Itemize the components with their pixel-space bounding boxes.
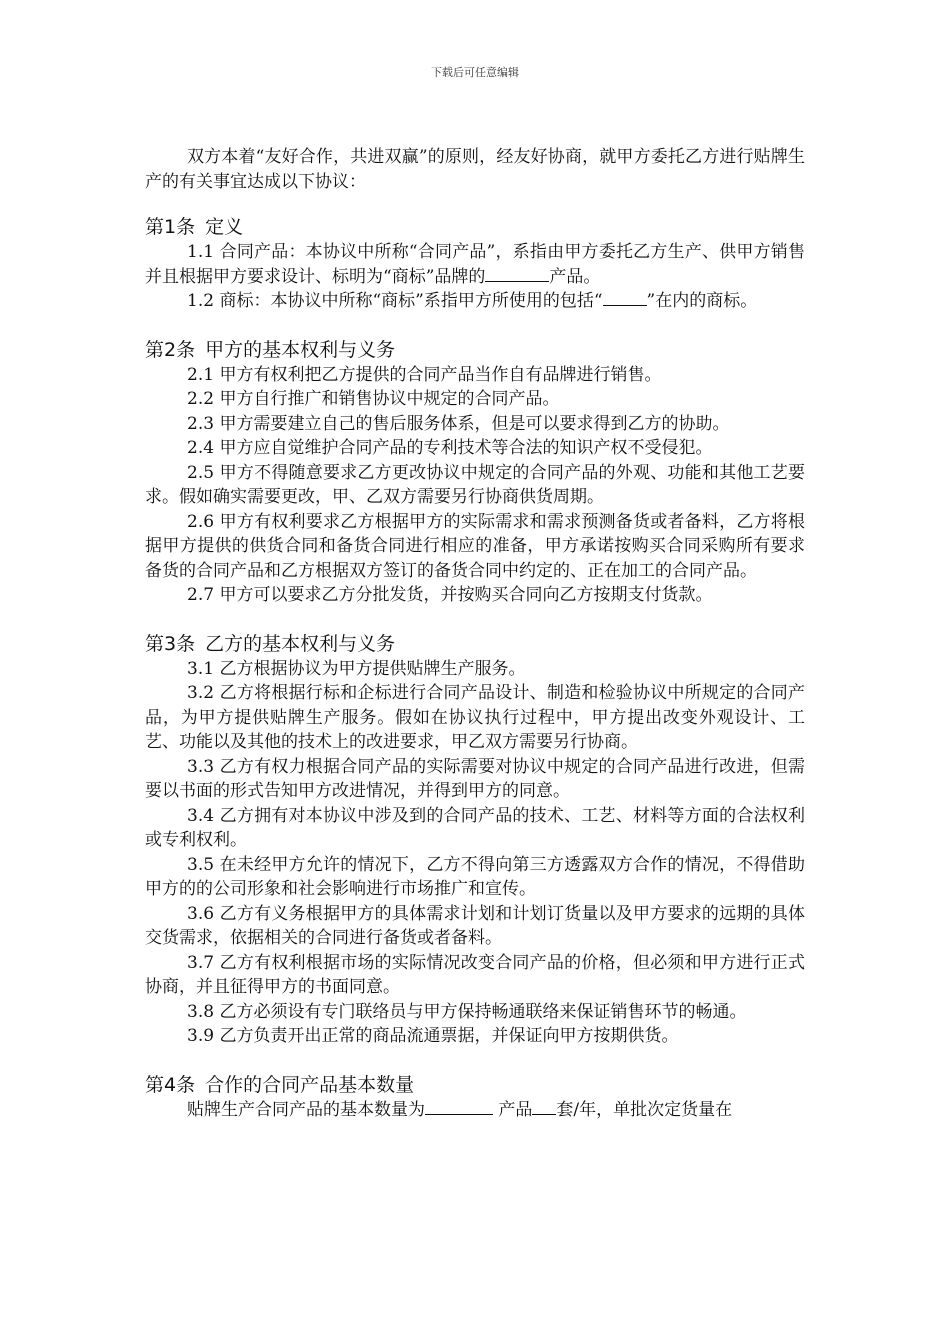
- article-4-heading: [145, 1072, 805, 1098]
- article-2-number: 第2条: [145, 338, 196, 361]
- article-4-number: 第4条: [145, 1073, 196, 1096]
- blank-trademark-field[interactable]: [603, 304, 647, 306]
- clause-2-5: 2.5 甲方不得随意要求乙方更改协议中规定的合同产品的外观、功能和其他工艺要求。假如确实需要更改，甲、乙双方需要另行协商供货周期。: [145, 462, 805, 507]
- clause-2-2: 2.2 甲方自行推广和销售协议中规定的合同产品。: [187, 389, 560, 409]
- clause-2-3: 2.3 甲方需要建立自己的售后服务体系，但是可以要求得到乙方的协助。: [187, 413, 730, 434]
- clause-3-7: 3.7 乙方有权利根据市场的实际情况改变合同产品的价格，但必须和甲方进行正式协商，并且征得甲方的书面同意。: [145, 952, 805, 997]
- contract-body: [145, 145, 805, 1145]
- clause-3-8: 3.8 乙方必须设有专门联络员与甲方保持畅通联络来保证销售环节的畅通。: [187, 1001, 747, 1022]
- article-1: [145, 214, 805, 314]
- clause-3-5: 3.5 在未经甲方允许的情况下，乙方不得向第三方透露双方合作的情况，不得借助甲方的的公司形象和社会影响进行市场推广和宣传。: [145, 854, 805, 899]
- article-2: [145, 337, 805, 608]
- clause-4-tail: 套/年，单批次定货量在: [556, 1099, 733, 1120]
- clause-3-9: 3.9 乙方负责开出正常的商品流通票据，并保证向甲方按期供货。: [187, 1026, 679, 1046]
- clause-3-6: 3.6 乙方有义务根据甲方的具体需求计划和计划订货量以及甲方要求的远期的具体交货需求，依据相关的合同进行备货或者备料。: [145, 903, 805, 948]
- clause-4-text: 贴牌生产合同产品的基本数量为: [187, 1099, 425, 1120]
- clause-3-2: 3.2 乙方将根据行标和企标进行合同产品设计、制造和检验协议中所规定的合同产品，为甲方提供贴牌生产服务。假如在协议执行过程中，甲方提出改变外观设计、工艺、功能以及其他的技术上的改进要求，甲乙双方需要另行协商。: [145, 683, 805, 752]
- article-3-title: 乙方的基本权利与义务: [205, 632, 396, 655]
- intro-paragraph: 双方本着“友好合作，共进双赢”的原则，经友好协商，就甲方委托乙方进行贴牌生产的有关事宜达成以下协议：: [145, 147, 805, 192]
- clause-3-3: 3.3 乙方有权力根据合同产品的实际需要对协议中规定的合同产品进行改进，但需要以书面的形式告知甲方改进情况，并得到甲方的同意。: [145, 756, 805, 801]
- clause-1-2-tail: ”在内的商标。: [646, 291, 758, 311]
- article-1-title: 定义: [205, 216, 244, 238]
- article-1-heading: [145, 214, 805, 240]
- clause-2-1: 2.1 甲方有权利把乙方提供的合同产品当作自有品牌进行销售。: [187, 364, 662, 385]
- blank-sets-field[interactable]: [532, 1113, 556, 1115]
- clause-3-1: 3.1 乙方根据协议为甲方提供贴牌生产服务。: [187, 658, 526, 679]
- clause-2-6: 2.6 甲方有权利要求乙方根据甲方的实际需求和需求预测备货或者备料，乙方将根据甲方提供的供货合同和备货合同进行相应的准备，甲方承诺按购买合同采购所有要求备货的合同产品和乙方根据双方签订的备货合同中约定的、正在加工的合同产品。: [145, 511, 805, 581]
- clause-2-7: 2.7 甲方可以要求乙方分批发货，并按购买合同向乙方按期支付货款。: [187, 585, 713, 605]
- article-3-number: 第3条: [145, 632, 196, 655]
- clause-1-1: [145, 240, 805, 289]
- clause-1-2: [145, 289, 805, 314]
- clause-4-product: 产品: [493, 1099, 533, 1120]
- article-3: [145, 631, 805, 1049]
- article-1-number: 第1条: [145, 216, 196, 238]
- article-2-title: 甲方的基本权利与义务: [205, 338, 396, 361]
- clause-4-quantity: [145, 1098, 805, 1123]
- article-3-heading: [145, 631, 805, 657]
- clause-1-2-text: 1.2 商标：本协议中所称“商标”系指甲方所使用的包括“: [187, 291, 603, 311]
- article-2-heading: [145, 337, 805, 363]
- clause-2-4: 2.4 甲方应自觉维护合同产品的专利技术等合法的知识产权不受侵犯。: [187, 438, 713, 458]
- article-4: [145, 1072, 805, 1123]
- clause-3-4: 3.4 乙方拥有对本协议中涉及到的合同产品的技术、工艺、材料等方面的合法权利或专利权利。: [145, 805, 805, 850]
- blank-quantity-field[interactable]: [425, 1113, 493, 1115]
- clause-1-1-tail: 产品。: [549, 266, 601, 287]
- article-4-title: 合作的合同产品基本数量: [205, 1073, 415, 1096]
- clause-1-1-text: 1.1 合同产品：本协议中所称“合同产品”，系指由甲方委托乙方生产、供甲方销售并且根据甲方要求设计、标明为“商标”品牌的: [145, 242, 805, 287]
- blank-brand-field[interactable]: [485, 280, 549, 282]
- page-header-note: 下载后可任意编辑: [431, 66, 519, 79]
